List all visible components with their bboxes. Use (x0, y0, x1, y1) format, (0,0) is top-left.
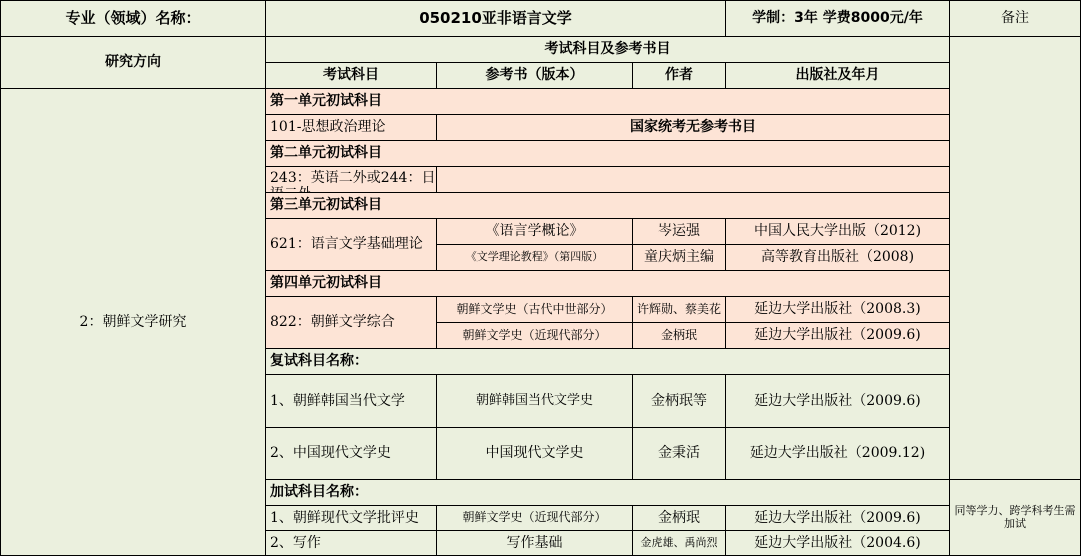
unit3-publisher-1: 中国人民大学出版（2012) (726, 219, 950, 245)
retest-publisher-2: 延边大学出版社（2009.12) (726, 428, 950, 480)
unit2-book-blank (437, 167, 950, 193)
research-direction-header: 研究方向 (0, 37, 266, 89)
unit4-publisher-2: 延边大学出版社（2009.6) (726, 323, 950, 349)
unit3-book-2: 《文学理论教程》（第四版） (437, 245, 633, 271)
extra-author-2: 金虎雄、禹尚烈 (633, 531, 726, 556)
notes-header: 备注 (950, 0, 1081, 37)
unit2-subject: 243：英语二外或244：日 (266, 167, 437, 193)
unit1-subject: 101-思想政治理论 (266, 115, 437, 141)
unit3-subject: 621：语言文学基础理论 (266, 219, 437, 271)
unit1-book-note: 国家统考无参考书目 (437, 115, 950, 141)
unit4-subject: 822：朝鲜文学综合 (266, 297, 437, 349)
retest-author-1: 金柄珉等 (633, 375, 726, 428)
col-author-header: 作者 (633, 63, 726, 89)
extra-book-1: 朝鲜文学史（近现代部分） (437, 506, 633, 531)
retest-subject-1: 1、朝鲜韩国当代文学 (266, 375, 437, 428)
extra-book-2: 写作基础 (437, 531, 633, 556)
unit3-title: 第三单元初试科目 (266, 193, 950, 219)
major-name: 050210亚非语言文学 (266, 0, 726, 37)
extra-publisher-1: 延边大学出版社（2009.6) (726, 506, 950, 531)
extra-subject-1: 1、朝鲜现代文学批评史 (266, 506, 437, 531)
exam-books-header: 考试科目及参考书目 (266, 37, 950, 63)
major-label: 专业（领域）名称： (0, 0, 266, 37)
unit4-author-2: 金柄珉 (633, 323, 726, 349)
unit3-author-1: 岑运强 (633, 219, 726, 245)
retest-title: 复试科目名称： (266, 349, 950, 375)
unit4-book-1: 朝鲜文学史（古代中世部分） (437, 297, 633, 323)
extra-title: 加试科目名称： (266, 480, 950, 506)
retest-book-2: 中国现代文学史 (437, 428, 633, 480)
unit4-author-1: 许辉勋、蔡美花 (633, 297, 726, 323)
unit2-title: 第二单元初试科目 (266, 141, 950, 167)
extra-publisher-2: 延边大学出版社（2004.6) (726, 531, 950, 556)
extra-note: 同等学力、跨学科考生需加试 (950, 480, 1081, 556)
col-subject-header: 考试科目 (266, 63, 437, 89)
notes-column-blank (950, 37, 1081, 480)
duration-fee: 学制：3年 学费8000元/年 (726, 0, 950, 37)
unit3-publisher-2: 高等教育出版社（2008) (726, 245, 950, 271)
col-book-header: 参考书（版本） (437, 63, 633, 89)
unit4-publisher-1: 延边大学出版社（2008.3) (726, 297, 950, 323)
unit3-author-2: 童庆炳主编 (633, 245, 726, 271)
col-publisher-header: 出版社及年月 (726, 63, 950, 89)
research-direction-value: 2：朝鲜文学研究 (0, 89, 266, 556)
extra-author-1: 金柄珉 (633, 506, 726, 531)
unit1-title: 第一单元初试科目 (266, 89, 950, 115)
unit4-book-2: 朝鲜文学史（近现代部分） (437, 323, 633, 349)
retest-author-2: 金秉活 (633, 428, 726, 480)
unit4-title: 第四单元初试科目 (266, 271, 950, 297)
retest-book-1: 朝鲜韩国当代文学史 (437, 375, 633, 428)
extra-subject-2: 2、写作 (266, 531, 437, 556)
unit3-book-1: 《语言学概论》 (437, 219, 633, 245)
retest-publisher-1: 延边大学出版社（2009.6) (726, 375, 950, 428)
retest-subject-2: 2、中国现代文学史 (266, 428, 437, 480)
